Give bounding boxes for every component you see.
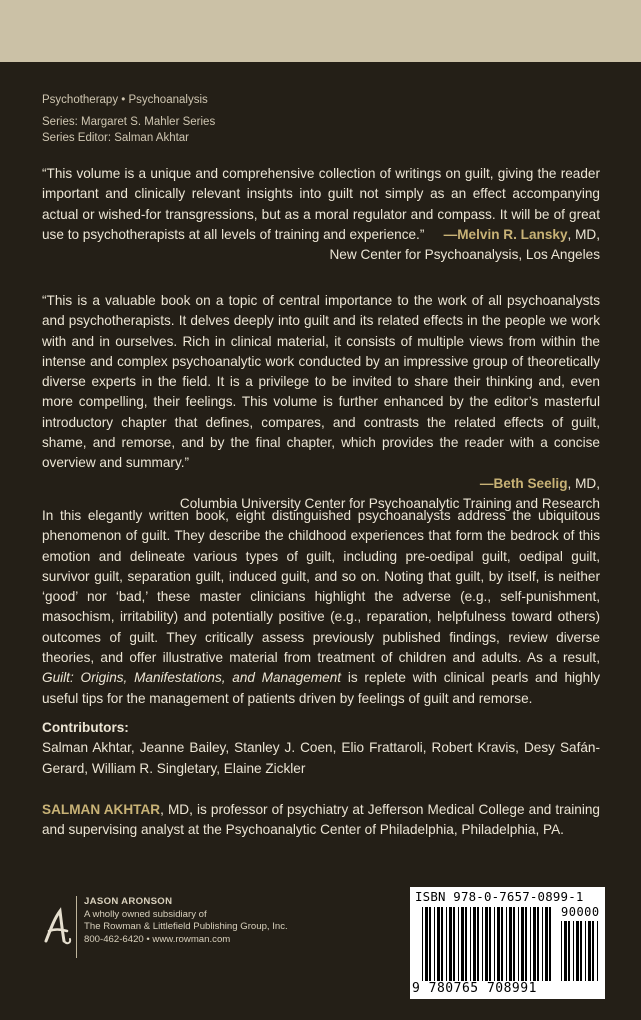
author-bio — [42, 800, 600, 841]
barcode — [410, 887, 605, 999]
series-line: Series: Margaret S. Mahler Series — [42, 116, 216, 128]
barcode-bar — [485, 907, 488, 981]
barcode-bar — [525, 907, 527, 981]
barcode-bar — [509, 907, 512, 981]
author-bio-text: , MD, is professor of psychiatry at Jefferson Medical College and training and supervising analyst at the Psychoanalytic Center of Philadelphia, Philadelphia, PA. — [42, 802, 600, 838]
barcode-bar — [477, 907, 479, 981]
barcode-bar — [425, 907, 428, 981]
barcode-bar — [465, 907, 467, 981]
barcode-bar — [513, 907, 515, 981]
barcode-bar — [545, 907, 548, 981]
publisher-line-2: The Rowman & Littlefield Publishing Group, Inc. — [84, 921, 288, 933]
barcode-bar — [489, 907, 491, 981]
barcode-bar — [422, 907, 423, 981]
quote-affiliation: Columbia University Center for Psychoanalytic Training and Research — [179, 495, 600, 511]
publisher-divider — [76, 896, 77, 958]
publisher-name: JASON ARONSON — [84, 896, 173, 907]
barcode-bar — [592, 921, 594, 981]
ean-digits: 9 780765 708991 — [412, 981, 537, 996]
barcode-bar — [588, 921, 591, 981]
barcode-bar — [446, 907, 447, 981]
barcode-bar — [585, 921, 586, 981]
barcode-bar — [580, 921, 582, 981]
publisher-info — [84, 896, 344, 946]
price-code: 90000 — [561, 905, 600, 919]
book-description — [42, 506, 600, 709]
barcode-bar — [458, 907, 459, 981]
barcode-bar — [506, 907, 507, 981]
quote-affiliation: New Center for Psychoanalysis, Los Angeles — [329, 247, 600, 263]
barcode-bar — [542, 907, 543, 981]
barcode-bar — [573, 921, 574, 981]
category-line: Psychotherapy • Psychoanalysis — [42, 94, 208, 106]
series-editor-line: Series Editor: Salman Akhtar — [42, 132, 190, 144]
barcode-bar — [576, 921, 579, 981]
barcode-bar — [518, 907, 519, 981]
barcode-bar — [453, 907, 455, 981]
quote-text: “This is a valuable book on a topic of central importance to the work of all psychoanalysts and psychotherapists. It delves deeply into guilt and its related effects in the people we work with and in ourselves. Rich in clinical material, it consists of multiple views from within the intense and complex psychoanalytic work conducted by an impressive group of theoretically diverse experts in the field. It is a privilege to be invited to share their thinking and, even more compelling, their feelings. This volume is further enhanced by the editor’s masterful introductory chapter that defines, compares, and contrasts the related effects of guilt, shame, and remorse, and by the final chapter, which provides the reader with a concise overview and summary.” — [42, 293, 600, 471]
barcode-bar — [533, 907, 536, 981]
publisher-logo-icon — [40, 905, 74, 949]
barcode-bar — [530, 907, 531, 981]
barcode-bar — [537, 907, 539, 981]
barcode-bar — [437, 907, 440, 981]
barcode-bar — [564, 921, 567, 981]
quote-attribution — [42, 474, 600, 494]
top-color-band — [0, 0, 641, 62]
contributors-section — [42, 718, 600, 779]
barcode-bar — [549, 907, 551, 981]
quote-credential: , MD, — [567, 226, 600, 242]
barcode-bar — [568, 921, 570, 981]
contributors-heading: Contributors: — [42, 720, 129, 735]
endorsement-quote-2 — [42, 291, 600, 514]
barcode-bar — [470, 907, 471, 981]
barcode-bar — [473, 907, 476, 981]
contributors-list: Salman Akhtar, Jeanne Bailey, Stanley J. Coen, Elio Frattaroli, Robert Kravis, Desy Safán-Gerard, William R. Singletary, Elaine Zickler — [42, 740, 600, 776]
barcode-bar — [501, 907, 503, 981]
author-name: SALMAN AKHTAR — [42, 802, 161, 817]
book-title: Guilt: Origins, Manifestations, and Management — [42, 670, 342, 686]
barcode-bar — [597, 921, 598, 981]
barcode-bar — [449, 907, 452, 981]
series-info — [42, 92, 602, 146]
barcode-bar — [429, 907, 431, 981]
quote-attribution — [444, 225, 600, 245]
barcode-bar — [497, 907, 500, 981]
barcode-bar — [482, 907, 483, 981]
endorsement-quote-1 — [42, 164, 600, 265]
description-text-end: is replete with clinical pearls and highly useful tips for the management of patients driven by feelings of guilt and remorse. — [42, 670, 600, 706]
quote-text: “This volume is a unique and comprehensive collection of writings on guilt, giving the reader important and clinically relevant insights into guilt not simply as an effect accompanying actual or wished-for transgressions, but as a moral regulator and compass. It will be of great use to psychotherapists at all levels of training and experience.” — [42, 166, 600, 242]
quote-credential: , MD, — [567, 475, 600, 491]
barcode-bar — [521, 907, 524, 981]
publisher-contact: 800-462-6420 • www.rowman.com — [84, 933, 231, 945]
description-text-start: In this elegantly written book, eight distinguished psychoanalysts address the ubiquitous phenomenon of guilt. They describe the childhood experiences that form the bedrock of this emotion and delineate various types of guilt, including pre-oedipal guilt, oedipal guilt, survivor guilt, separation guilt, induced guilt, and so on. Noting that guilt, by itself, is neither ‘good’ nor ‘bad,’ these master clinicians highlight the adverse (e.g., self-punishment, masochism, irritability) and potentially positive (e.g., reparation, helpfulness toward others) outcomes of guilt. They critically assess previously published findings, review diverse theories, and offer illustrative material from treatment of children and adults. As a result, — [42, 508, 600, 666]
barcode-bar — [494, 907, 495, 981]
isbn-number: ISBN 978-0-7657-0899-1 — [415, 889, 584, 904]
barcode-bar — [561, 921, 562, 981]
quote-author: —Beth Seelig — [479, 475, 568, 491]
quote-author: —Melvin R. Lansky — [443, 226, 568, 242]
barcode-bar — [461, 907, 464, 981]
barcode-bar — [441, 907, 443, 981]
barcode-bar — [434, 907, 435, 981]
publisher-line-1: A wholly owned subsidiary of — [84, 908, 207, 920]
